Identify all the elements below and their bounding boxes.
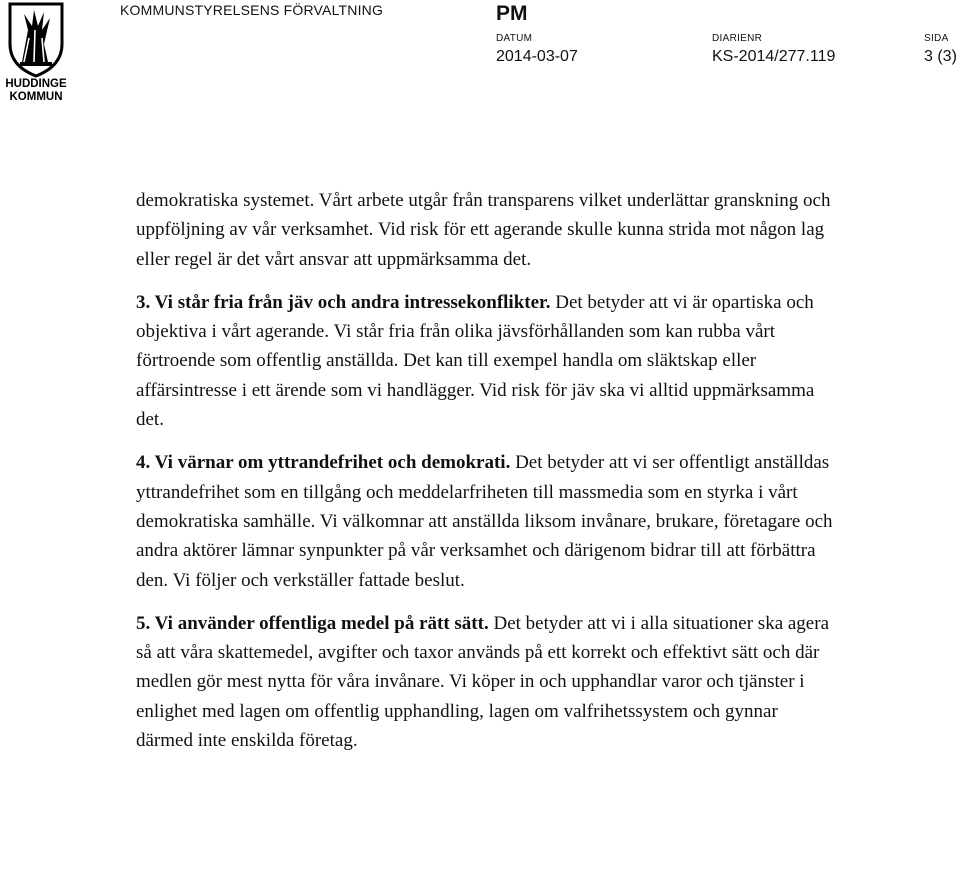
section-4-text: Det betyder att vi ser offentligt anställdas yttrandefrihet som en tillgång och meddelarfriheten till massmedia som en styrka i vårt demokratiska samhälle. Vi välkomnar att anställda liksom invånare, brukare, företagare och andra aktörer lämnar synpunkter på vår verksamhet och därigenom bidrar till att förbättra den. Vi följer och verkställer fattade beslut. [136,452,833,591]
date-label: DATUM [496,33,533,44]
municipality-logo [0,0,72,108]
logo-line-2: KOMMUN [9,91,63,103]
section-5-heading: 5. Vi använder offentliga medel på rätt sätt. [136,612,489,634]
page-label: SIDA [924,33,949,44]
organization-name: KOMMUNSTYRELSENS FÖRVALTNING [120,2,384,18]
section-4 [136,448,836,594]
diarienr-label: DIARIENR [712,33,763,44]
section-5-text: Det betyder att vi i alla situationer ska agera så att våra skattemedel, avgifter och taxor används på ett korrekt och effektivt sätt och där medlen gör mest nytta för våra invånare. Vi köper in och upphandlar varor och tjänster i enlighet med lagen om offentlig upphandling, lagen om valfrihetssystem och gynnar därmed inte enskilda företag. [136,612,830,752]
diarienr-value: KS-2014/277.119 [712,48,836,65]
logo-line-1: HUDDINGE [5,78,67,90]
document-type: PM [496,2,528,25]
section-3-text: Det betyder att vi är opartiska och objektiva i vårt agerande. Vi står fria från olika jävsförhållanden som kan rubba vårt förtroende som offentlig anställda. Det kan till exempel handla om släktskap eller affärsintresse i ett ärende som vi handlägger. Vid risk för jäv ska vi alltid uppmärksamma det. [136,291,815,431]
document-body [136,186,836,769]
paragraph-continuation: demokratiska systemet. Vårt arbete utgår från transparens vilket underlättar granskning och uppföljning av vår verksamhet. Vid risk för ett agerande skulle kunna strida mot någon lag eller regel är det vårt ansvar att uppmärksamma det. [136,190,831,270]
flame-crest-icon [0,0,72,78]
section-3-heading: 3. Vi står fria från jäv och andra intressekonflikter. [136,291,551,313]
page-number: 3 (3) [924,48,957,65]
date-value: 2014-03-07 [496,48,578,65]
section-3 [136,288,836,434]
section-4-heading: 4. Vi värnar om yttrandefrihet och demokrati. [136,452,511,474]
section-5 [136,609,836,755]
